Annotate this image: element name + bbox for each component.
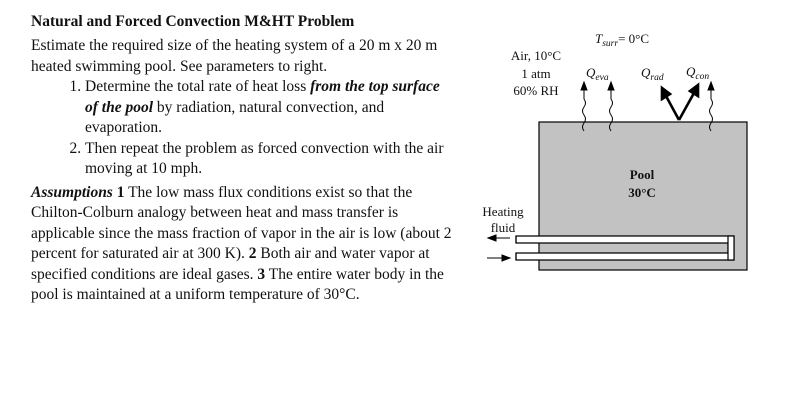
assumptions-paragraph xyxy=(31,183,456,306)
assumption-2-number: 2 xyxy=(248,245,257,262)
problem-text xyxy=(31,12,456,306)
task-2-text: Then repeat the problem as forced convection with the air moving at 10 mph. xyxy=(85,139,444,177)
air-temperature-label: Air, 10°C xyxy=(510,48,562,63)
task-1-text-end: by radiation, natural convection, and evaporation. xyxy=(85,98,385,136)
heating-fluid-label: Heating xyxy=(482,204,524,219)
problem-title: Natural and Forced Convection M&HT Problem xyxy=(31,13,355,30)
problem-intro: Estimate the required size of the heating system of a 20 m x 20 m heated swimming pool. See parameters to right. xyxy=(31,37,438,75)
pool-temperature-label: 30°C xyxy=(628,185,656,200)
assumption-3-number: 3 xyxy=(257,265,266,283)
pool-label: Pool xyxy=(629,167,655,182)
assumption-1-text: The low mass flux conditions exist so that the Chilton-Colburn analogy between heat and mass transfer is applicable since the mass fraction of vapor in the air is low (about 2 percent for saturated air at 300 K). xyxy=(31,183,452,262)
pool-diagram xyxy=(472,26,772,276)
air-pressure-label: 1 atm xyxy=(521,66,551,81)
q-evaporation-label: $Q_{eva}$ xyxy=(586,65,609,83)
q-convection-label: $Q_{con}$ xyxy=(686,64,710,82)
flow-arrows xyxy=(487,235,510,261)
q-radiation-label: $Q_{rad}$ xyxy=(641,65,664,83)
air-humidity-label: 60% RH xyxy=(513,83,559,98)
task-list xyxy=(31,77,456,180)
heating-fluid-label-2: fluid xyxy=(490,220,516,235)
task-1-emphasis: from the top surface of the pool xyxy=(85,78,440,116)
task-1-text-start: Determine the total rate of heat loss xyxy=(85,78,311,95)
assumption-1-number: 1 xyxy=(116,183,125,201)
assumptions-label: Assumptions xyxy=(31,183,113,201)
assumption-3-text: The entire water body in the pool is maintained at a uniform temperature of 30°C. xyxy=(31,265,444,303)
assumption-2-text: Both air and water vapor at specified conditions are ideal gases. xyxy=(31,245,430,283)
task-item-1 xyxy=(85,77,456,139)
radiation-arrows xyxy=(662,85,698,120)
t-surr-label: $T_{surr}= 0^\circ C$ xyxy=(595,31,650,49)
pool-diagram-svg xyxy=(472,26,772,276)
task-item-2 xyxy=(85,139,456,180)
